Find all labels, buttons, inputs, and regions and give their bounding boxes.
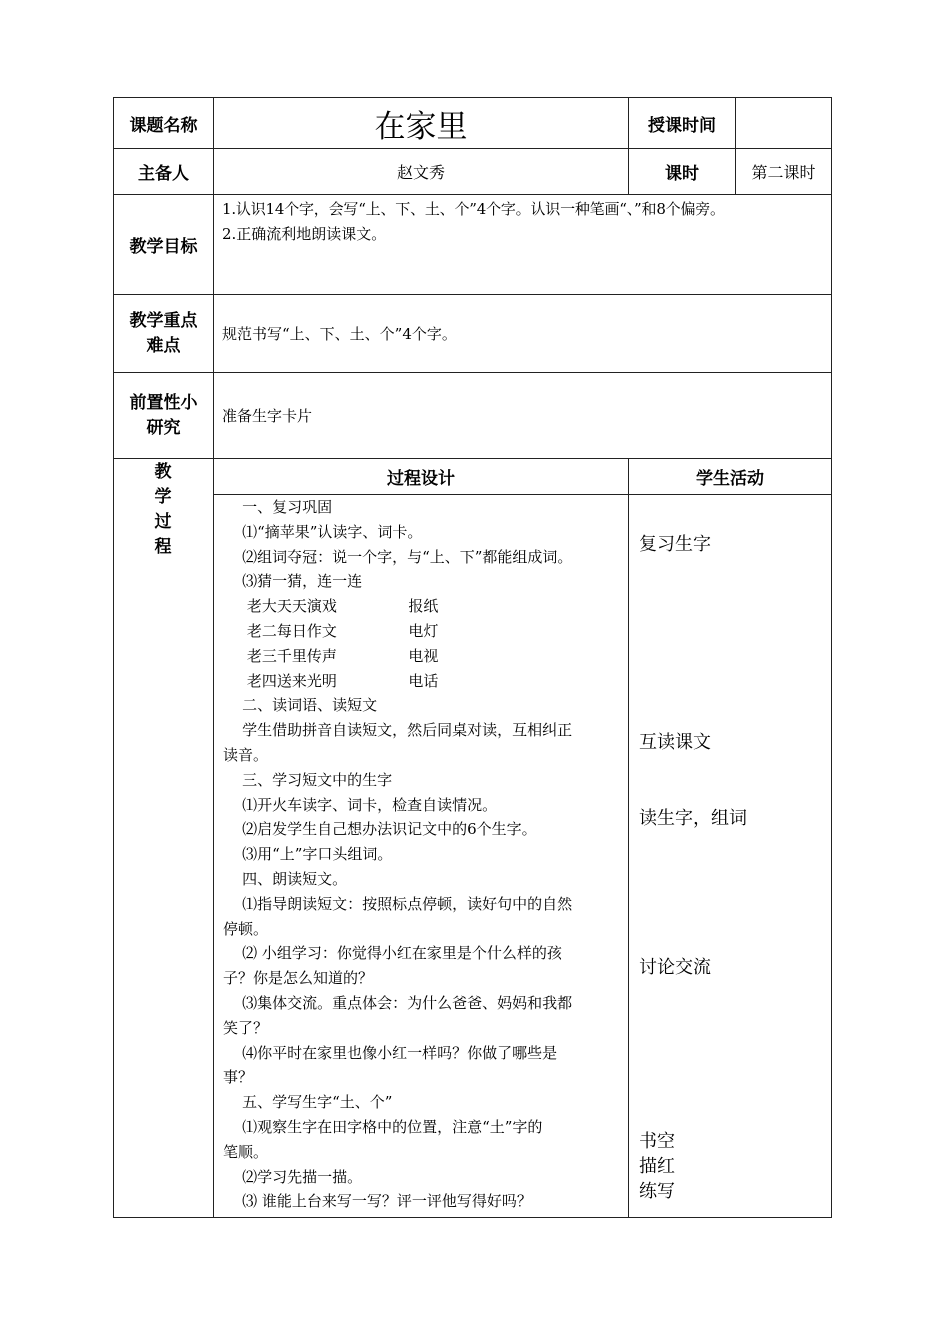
activity-item: 复习生字 [639,534,711,555]
process-line: 老三千里传声 电视 [223,646,439,665]
process-line: 一、复习巩固 [223,498,333,516]
key-points-label-line: 难点 [146,335,181,356]
process-line: ⑶猜一猜，连一连 [223,572,363,591]
process-line: ⑵组词夺冠：说一个字，与“上、下”都能组成词。 [223,547,573,566]
key-points-value: 规范书写“上、下、土、个”4个字。 [222,325,457,343]
pre-study-value: 准备生字卡片 [222,407,313,425]
objective-line: 2.正确流利地朗读课文。 [222,225,387,243]
activity-item: 读生字，组词 [639,808,747,829]
process-line: 学生借助拼音自读短文，然后同桌对读，互相纠正 [223,721,573,740]
preparer-value: 赵文秀 [396,163,445,182]
process-line: 读音。 [223,746,269,764]
process-line: ⑶集体交流。重点体会：为什么爸爸、妈妈和我都 [223,994,573,1012]
design-header: 过程设计 [387,469,455,489]
process-line: ⑵启发学生自己想办法识记文中的6个生字。 [223,820,537,839]
process-line: 五、学写生字“土、个” [223,1093,393,1112]
period-value: 第二课时 [751,163,816,182]
table-border-right [831,97,832,1218]
process-label-char: 教 [154,462,172,482]
objective-line: 1.认识14个字，会写“上、下、土、个”4个字。认识一种笔画“、”和8个偏旁。 [222,200,725,218]
process-line: 子？你是怎么知道的？ [223,969,374,988]
objectives-label: 教学目标 [129,237,198,257]
process-line: 笑了？ [223,1018,269,1037]
topic-value: 在家里 [374,108,468,145]
activity-item: 描红 [639,1156,675,1177]
process-label-char: 程 [154,537,172,557]
table-col-divider [628,458,629,1218]
process-label-char: 过 [154,512,172,532]
preparer-label: 主备人 [138,164,189,184]
process-line: ⑵ 小组学习：你觉得小红在家里是个什么样的孩 [223,944,562,963]
process-line: ⑷你平时在家里也像小红一样吗？你做了哪些是 [223,1043,558,1062]
process-line: 四、朗读短文。 [223,870,348,888]
table-row-divider [113,194,832,195]
process-line: ⑴观察生字在田字格中的位置，注意“土”字的 [223,1118,543,1136]
activity-item: 互读课文 [639,732,711,753]
process-line: 停顿。 [223,919,269,938]
activity-item: 练写 [639,1181,675,1202]
table-col-divider [213,97,214,1218]
activity-header: 学生活动 [696,469,764,489]
process-line: ⑴指导朗读短文：按照标点停顿，读好句中的自然 [223,894,573,913]
process-line: 笔顺。 [223,1142,269,1161]
process-line: ⑴“摘苹果”认读字、词卡。 [223,522,423,541]
process-line: ⑵学习先描一描。 [223,1167,363,1186]
pre-study-label-line: 研究 [146,417,181,438]
process-label-char: 学 [154,487,172,507]
period-label: 课时 [665,164,699,184]
time-label: 授课时间 [648,115,716,136]
pre-study-label [114,373,213,458]
topic-label: 课题名称 [129,115,198,136]
process-line: ⑶用“上”字口头组词。 [223,845,393,864]
table-row-divider [113,372,832,373]
process-line: 老大天天演戏 报纸 [223,597,439,616]
process-line: 三、学习短文中的生字 [223,770,393,789]
key-points-label-line: 教学重点 [129,310,198,331]
process-line: ⑴开火车读字、词卡，检查自读情况。 [223,795,498,814]
process-line: 老四送来光明 电话 [223,671,439,690]
key-points-label [114,295,213,372]
process-label [148,460,178,560]
activity-item: 书空 [639,1131,675,1152]
pre-study-label-line: 前置性小 [129,392,198,413]
table-row-divider [113,294,832,295]
process-line: 二、读词语、读短文 [223,696,378,715]
table-border-bottom [113,1217,832,1218]
process-line: ⑶ 谁能上台来写一写？评一评他写得好吗？ [223,1192,532,1211]
process-line: 老二每日作文 电灯 [223,622,439,640]
process-line: 事？ [223,1068,254,1087]
time-value [736,98,831,148]
activity-item: 讨论交流 [639,957,711,978]
